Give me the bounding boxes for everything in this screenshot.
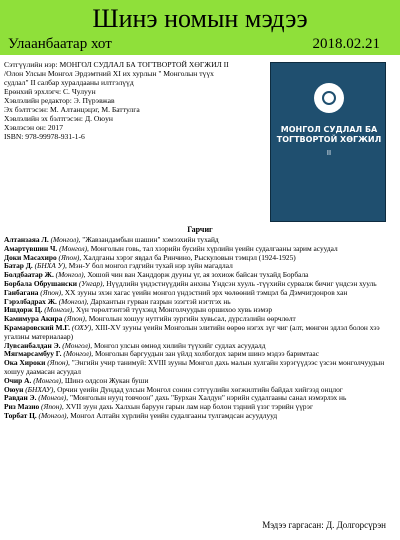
toc-author: Батар Д.: [4, 261, 33, 271]
toc-origin: (Монгол),: [62, 340, 93, 350]
toc-origin: (Монгол),: [38, 410, 69, 420]
toc-title: Нүүдлийн үндэстнүүдийн анхны Үндсэн хууль -түүхийн сурвалж бичиг үндсэн хууль: [104, 278, 377, 288]
toc-author: Риз Мазио: [4, 402, 40, 412]
toc-title: Монголын хошуу нутгийн зургийн хувьсал, дүрслэлийн өөрчлөлт: [86, 314, 296, 324]
meta-line: судлал" II салбар хуралдааны илтгэлүүд: [4, 78, 134, 87]
meta-line: Хэвлэлийн редактор: Э. Пүрэвжав: [4, 96, 115, 105]
toc-origin: (Монгол),: [33, 375, 63, 385]
book-metadata: [4, 60, 259, 141]
toc-author: Равдан Э.: [4, 393, 37, 403]
toc-title: "Монголын нууц товчоон" дахь "Бурхан Халдун" нэрийн судалгааны санал нэмэрлэх нь: [68, 393, 347, 403]
toc-title: XVII зуун дахь Халхын баруун гарын лам нар болон тэдний үзэг тэрийн үүрэг: [63, 402, 314, 412]
toc-author: Оюун: [4, 384, 24, 394]
compiler-credit: Мэдээ гаргасан: Д. Долгорсүрэн: [262, 520, 386, 530]
toc-author: Болдбаатар Ж.: [4, 270, 54, 280]
toc-title: Мэн-У бол монгол гэдгийн тухай нэр зүйн магадлал: [66, 261, 233, 271]
toc-title: Монгол Алтайн хүрлийн үеийн судалгааны тулгамдсан асуудлууд: [68, 410, 278, 420]
meta-line: Хэвлэсэн он: 2017: [4, 123, 64, 132]
toc-title: Монголын баргуудын зан үйлд холбогдох зарим шинэ мэдээ баримтаас: [93, 349, 319, 359]
toc-title: Монголын говь, тал хээрийн бусийн хүрлийн үеийн судалгааны зарим асуудал: [88, 243, 338, 253]
toc-author: Амартүвшин Ч.: [4, 243, 58, 253]
toc-origin: (Япон),: [41, 402, 64, 412]
toc-origin: (Монгол),: [63, 349, 94, 359]
toc-title: "Жавзандамбын шашин" хэмээхийн тухайд: [80, 235, 219, 244]
meta-line: Эх бэлтгэсэн: М. Алтанцэцэг, М. Баттулга: [4, 105, 140, 114]
toc-origin: (БНХАУ),: [25, 384, 56, 394]
toc-origin: (ОХУ),: [71, 322, 94, 332]
cover-volume: II: [326, 149, 332, 157]
toc-title: Дархантын гурван газрын эзэгтэй нэгтгэх нь: [88, 296, 231, 306]
toc-origin: (Монгол),: [55, 270, 86, 280]
toc-author: Борбала Обрушански: [4, 278, 77, 288]
toc-entry: [4, 324, 396, 342]
toc-title: Шинэ олдсон Жукан буши: [63, 375, 149, 385]
toc-author: Лувсанбалдан Э.: [4, 340, 61, 350]
toc-author: Ишдорж Ц.: [4, 305, 43, 315]
meta-line: /Олон Улсын Монгол Эрдэмтний XI их хурлын " Монголын түүх: [4, 69, 214, 78]
toc-origin: (Унгар),: [78, 278, 105, 288]
toc-author: Торбат Ц.: [4, 410, 37, 420]
toc-author: Доки Масахиро: [4, 252, 57, 262]
city-label: Улаанбаатар хот: [8, 36, 112, 52]
table-of-contents: [4, 236, 396, 421]
page-title: Шинэ номын мэдээ: [92, 4, 308, 33]
toc-heading: Гарчиг: [187, 225, 213, 234]
meta-line: Сэтгүүлийн нэр: МОНГОЛ СУДЛАЛ БА ТОГТВОРТОЙ ХӨГЖИЛ II: [4, 60, 229, 69]
toc-author: Камимура Акира: [4, 314, 63, 324]
toc-origin: (Монгол),: [58, 296, 89, 306]
toc-author: Алтанзаяа Л.: [4, 235, 49, 244]
toc-author: Ока Хироки: [4, 358, 46, 368]
toc-title: "Энгийн учир танимуй: XVIII зууны Монгол дахь малын хулгайн хэрэгүүдээс үзсэн монголчуудын хошуу даамасан асуудал: [4, 358, 385, 376]
toc-origin: (БНХА У),: [34, 261, 67, 271]
toc-author: Крамаровский М.Г.: [4, 322, 70, 332]
toc-author: Мягмарсамбуу Г.: [4, 349, 62, 359]
toc-origin: (Монгол),: [50, 235, 81, 244]
toc-author: Ганбаганa: [4, 287, 39, 297]
toc-origin: (Монгол),: [38, 393, 69, 403]
cover-title: МОНГОЛ СУДЛАЛ БА ТОГТВОРТОЙ ХӨГЖИЛ: [276, 125, 382, 144]
meta-line: Ерөнхий эрхлэгч: С. Чулуун: [4, 87, 96, 96]
toc-title: Халдганы хэрэг явдал ба Ринчино, Рыскуловын тэмцэл (1924-1925): [81, 252, 296, 262]
emblem-icon: [314, 83, 344, 113]
toc-title: Хошой чин ван Ханддорж дууны үг, ая зохиож байсан тухайд Борбала: [85, 270, 309, 280]
toc-origin: (Монгол),: [44, 305, 75, 315]
toc-title: Хүн төрөлтэнтэй түүхэнд Монголчуудын оршихоо хувь нэмэр: [74, 305, 273, 315]
toc-entry: [4, 412, 396, 421]
toc-title: XX зууны эхэн хагас үеийн монгол үндэстний эрх чөлөөний тэмцэл ба Дэмчигдонров хан: [62, 287, 348, 297]
toc-author: Гэрэлбадрах Ж.: [4, 296, 57, 306]
toc-origin: (Монгол),: [59, 243, 89, 253]
toc-origin: (Япон),: [58, 252, 82, 262]
toc-title: Монгол улсын өмнөд хилийн түүхийг судлах асуудалд: [92, 340, 266, 350]
toc-origin: (Япон),: [64, 314, 87, 324]
toc-origin: (Япон),: [40, 287, 63, 297]
book-cover-image: [270, 62, 386, 222]
meta-line: Хэвлэлийн эх бэлтгэсэн: Д. Оюун: [4, 114, 113, 123]
meta-line: ISBN: 978-99978-931-1-6: [4, 132, 85, 141]
toc-title: XIII-XV зууны үеийн Монголын элитийн өөрөө нэгэх зүг чиг (алт, мөнгөн эдлэл болон хээ угалзны материалаар): [4, 322, 380, 341]
toc-title: Орчин үеийн Дундад улсын Монгол сонин сэтгүүлийн хөгжилтийн байдал хийгээд онцлог: [55, 384, 343, 394]
toc-entry: [4, 359, 396, 377]
toc-origin: (Япон),: [47, 358, 70, 368]
toc-author: Очир А.: [4, 375, 32, 385]
date-label: 2018.02.21: [312, 36, 380, 52]
